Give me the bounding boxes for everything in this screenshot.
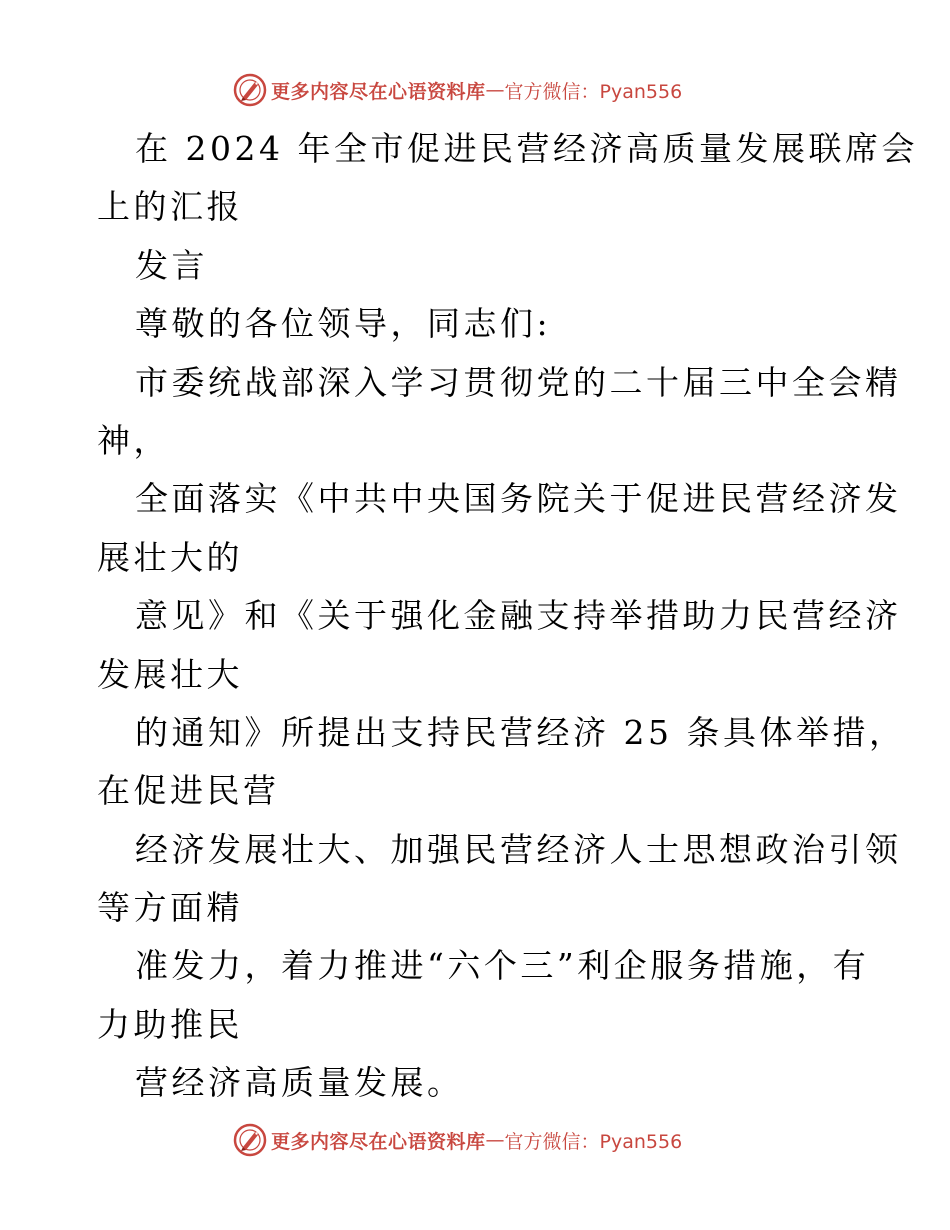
text-line: 尊敬的各位领导，同志们: xyxy=(135,304,552,344)
text-line: 准发力，着力推进“六个三”利企服务措施，有 xyxy=(135,946,870,986)
watermark-wechat: 官方微信：Pyan556 xyxy=(504,1130,683,1153)
text-line: 全面落实《中共中央国务院关于促进民营经济发 xyxy=(135,479,902,519)
text-line: 经济发展壮大、加强民营经济人士思想政治引领 xyxy=(135,829,902,869)
watermark-wechat: 官方微信：Pyan556 xyxy=(504,80,683,103)
watermark-dash: — xyxy=(485,1129,505,1151)
text-line: 发言 xyxy=(135,245,208,285)
text-line: 在促进民营 xyxy=(97,771,280,811)
document-body xyxy=(97,120,918,1113)
text-line: 在 2024 年全市促进民营经济高质量发展联席会 xyxy=(135,129,918,168)
text-line: 神， xyxy=(97,420,170,460)
text-line: 等方面精 xyxy=(97,888,243,928)
text-line: 意见》和《关于强化金融支持举措助力民营经济 xyxy=(135,596,902,636)
header-watermark xyxy=(233,72,682,108)
text-line: 力助推民 xyxy=(97,1004,243,1044)
text-line: 上的汇报 xyxy=(97,187,243,227)
footer-watermark xyxy=(233,1122,682,1158)
watermark-text: 更多内容尽在心语资料库 xyxy=(271,1130,486,1153)
text-line: 展壮大的 xyxy=(97,537,243,577)
text-line: 的通知》所提出支持民营经济 25 条具体举措， xyxy=(135,712,906,752)
watermark-dash: — xyxy=(485,79,505,101)
text-line: 市委统战部深入学习贯彻党的二十届三中全会精 xyxy=(135,362,902,402)
text-line: 营经济高质量发展。 xyxy=(135,1063,464,1103)
watermark-text: 更多内容尽在心语资料库 xyxy=(271,80,486,103)
text-line: 发展壮大 xyxy=(97,654,243,694)
pen-nib-seal-icon xyxy=(233,73,267,107)
pen-nib-seal-icon xyxy=(233,1123,267,1157)
